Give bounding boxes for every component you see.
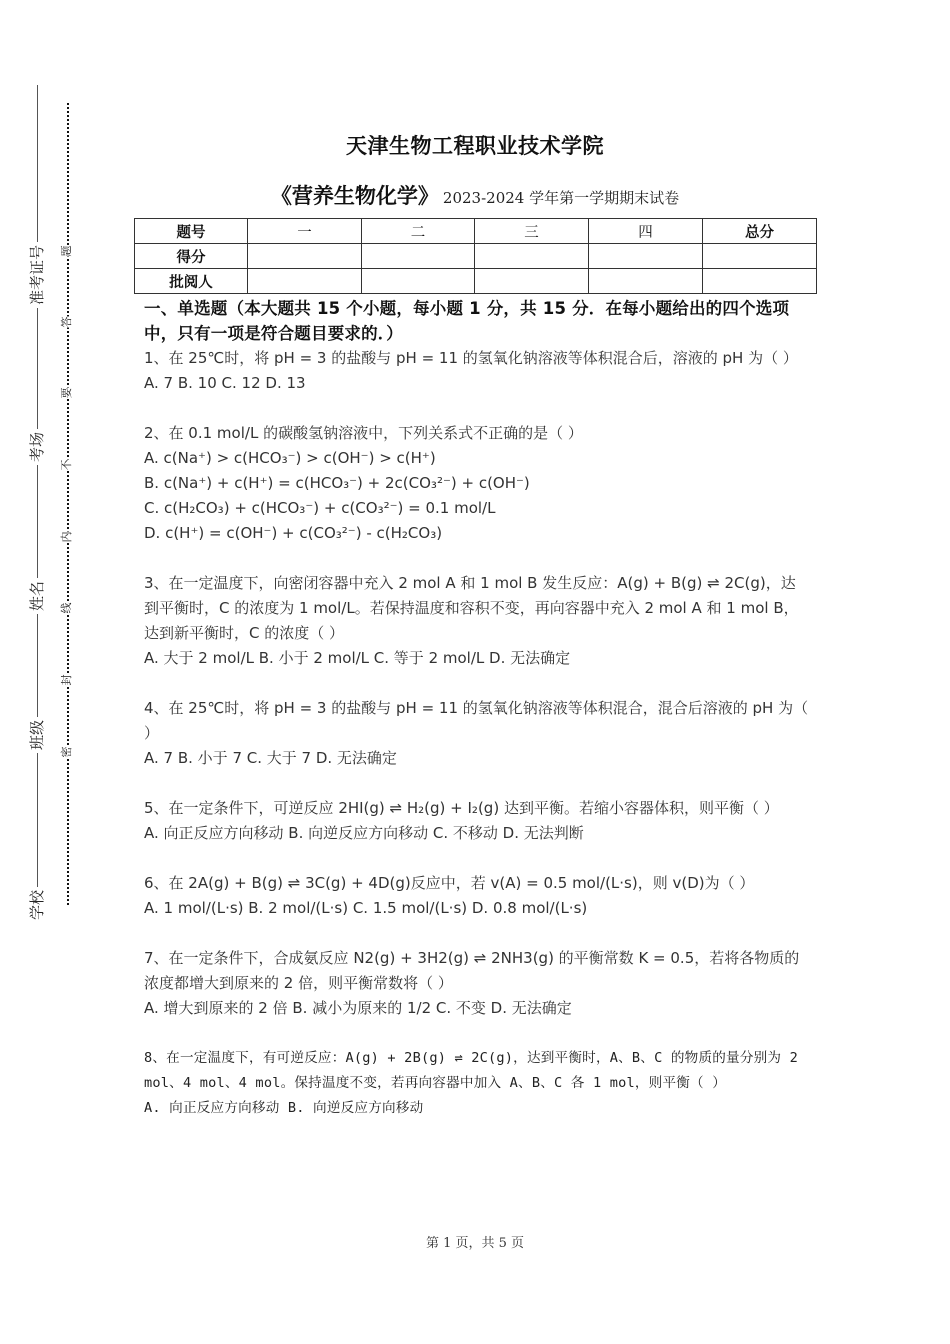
grader-cell[interactable] [248,269,362,294]
score-cell[interactable] [589,244,703,269]
question-options: A. 1 mol/(L·s) B. 2 mol/(L·s) C. 1.5 mol/(L·s) D. 0.8 mol/(L·s) [144,899,588,917]
page-number: 第 1 页，共 5 页 [425,1236,525,1251]
score-cell[interactable] [475,244,589,269]
score-row [135,244,817,269]
question-stem: 5、在一定条件下，可逆反应 2HI(g) ⇌ H₂(g) + I₂(g) 达到平衡。若缩小容器体积，则平衡（ ） [144,799,779,817]
exam-id-label: 准考证号 [29,242,45,308]
option-c: C. c(H₂CO₃) + c(HCO₃⁻) + c(CO₃²⁻) = 0.1 mol/L [144,499,496,517]
header-cell: 二 [362,219,475,244]
question-7 [144,946,810,1021]
question-stem: 2、在 0.1 mol/L 的碳酸氢钠溶液中，下列关系式不正确的是（ ） [144,424,583,442]
seal-char: 答 [60,316,73,328]
grader-row [135,269,817,294]
question-content [144,296,810,1146]
option-d: D. c(H⁺) = c(OH⁻) + c(CO₃²⁻) - c(H₂CO₃) [144,524,443,542]
question-options: A. 向正反应方向移动 B. 向逆反应方向移动 [144,1100,424,1116]
header-cell: 三 [475,219,589,244]
question-options: A. 大于 2 mol/L B. 小于 2 mol/L C. 等于 2 mol/L D. 无法确定 [144,649,571,667]
score-cell[interactable] [703,244,817,269]
header-cell: 总分 [703,219,817,244]
question-5 [144,796,810,846]
question-6 [144,871,810,921]
question-4 [144,696,810,771]
school-title: 天津生物工程职业技术学院 [346,134,604,158]
score-table [134,218,817,294]
question-stem: 3、在一定温度下，向密闭容器中充入 2 mol A 和 1 mol B 发生反应：A(g) + B(g) ⇌ 2C(g)，达到平衡时，C 的浓度为 1 mol/L。若保持温度和容积不变，再向容器中充入 2 mol A 和 1 mol B，达到新平衡时，C 的浓度（ ） [144,574,799,642]
seal-char: 题 [60,245,73,257]
question-8 [144,1046,810,1121]
seal-char: 内 [60,531,73,543]
seal-char: 线 [60,602,73,614]
question-options: A. 向正反应方向移动 B. 向逆反应方向移动 C. 不移动 D. 无法判断 [144,824,584,842]
question-stem: 4、在 25℃时，将 pH = 3 的盐酸与 pH = 11 的氢氧化钠溶液等体积混合，混合后溶液的 pH 为（ ） [144,699,809,742]
question-options: A. 增大到原来的 2 倍 B. 减小为原来的 1/2 C. 不变 D. 无法确定 [144,999,572,1017]
question-options: A. 7 B. 10 C. 12 D. 13 [144,374,306,392]
name-label: 姓名 [29,578,45,614]
header-cell: 四 [589,219,703,244]
question-stem: 8、在一定温度下，有可逆反应：A(g) + 2B(g) ⇌ 2C(g)，达到平衡时，A、B、C 的物质的量分别为 2 mol、4 mol、4 mol。保持温度不变，若再向容器中加入 A、B、C 各 1 mol，则平衡（ ） [144,1050,798,1091]
seal-char: 不 [60,459,73,471]
score-cell[interactable] [362,244,475,269]
score-cell[interactable] [248,244,362,269]
option-b: B. c(Na⁺) + c(H⁺) = c(HCO₃⁻) + 2c(CO₃²⁻) + c(OH⁻) [144,474,530,492]
seal-char: 封 [60,674,73,686]
exam-title [0,180,950,210]
grader-cell[interactable] [589,269,703,294]
seal-char: 要 [60,387,73,399]
school-label: 学校 [29,887,45,923]
grader-cell[interactable] [475,269,589,294]
grader-cell[interactable] [362,269,475,294]
course-name: 《营养生物化学》 [270,184,439,208]
option-a: A. c(Na⁺) > c(HCO₃⁻) > c(OH⁻) > c(H⁺) [144,449,436,467]
question-2 [144,421,810,546]
exam-term: 2023-2024 学年第一学期期末试卷 [442,189,680,207]
header-cell: 题号 [135,219,248,244]
question-stem: 7、在一定条件下，合成氨反应 N2(g) + 3H2(g) ⇌ 2NH3(g) 的平衡常数 K = 0.5，若将各物质的浓度都增大到原来的 2 倍，则平衡常数将（ ） [144,949,800,992]
question-stem: 6、在 2A(g) + B(g) ⇌ 3C(g) + 4D(g)反应中，若 v(A) = 0.5 mol/(L·s)，则 v(D)为（ ） [144,874,755,892]
row-label: 得分 [135,244,248,269]
section-heading: 一、单选题（本大题共 15 个小题，每小题 1 分，共 15 分．在每小题给出的四个选项中，只有一项是符合题目要求的．） [144,299,790,343]
question-3 [144,571,810,671]
seal-char: 密 [60,746,73,758]
seal-dotted-line [67,103,69,905]
question-1 [144,346,810,396]
header-cell: 一 [248,219,362,244]
grader-cell[interactable] [703,269,817,294]
score-table-header-row [135,219,817,244]
question-options: A. 7 B. 小于 7 C. 大于 7 D. 无法确定 [144,749,397,767]
row-label: 批阅人 [135,269,248,294]
question-stem: 1、在 25℃时，将 pH = 3 的盐酸与 pH = 11 的氢氧化钠溶液等体积混合后，溶液的 pH 为（ ） [144,349,798,367]
class-label: 班级 [29,717,45,753]
exam-room-label: 考场 [29,429,45,465]
